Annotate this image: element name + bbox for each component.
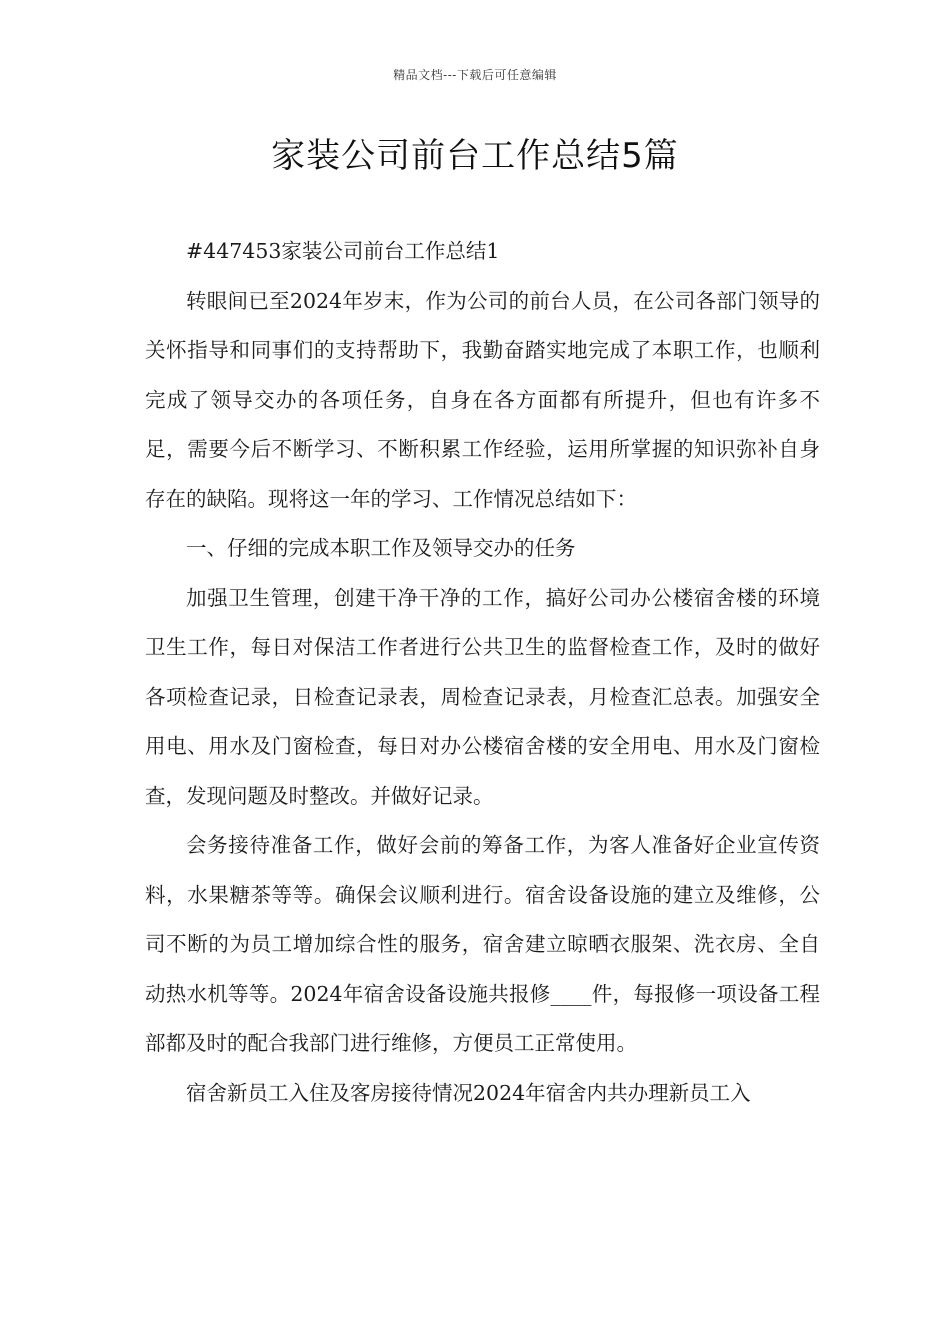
document-body (145, 227, 820, 1118)
header-note: 精品文档---下载后可任意编辑 (393, 68, 557, 82)
paragraph-dormitory: 宿舍新员工入住及客房接待情况2024年宿舍内共办理新员工入 (186, 1080, 751, 1105)
paragraph-reception: 会务接待准备工作，做好会前的筹备工作，为客人准备好企业宣传资料，水果糖茶等等。确保会议顺利进行。宿舍设备设施的建立及维修，公司不断的为员工增加综合性的服务，宿舍建立晾晒衣服架、洗衣房、全自动热水机等等。2024年宿舍设备设施共报修____件，每报修一项设备工程部都及时的配合我部门进行维修，方便员工正常使用。 (145, 833, 820, 1055)
subheading-one: 一、仔细的完成本职工作及领导交办的任务 (186, 536, 576, 560)
section-heading: #447453家装公司前台工作总结1 (186, 239, 500, 263)
paragraph-intro: 转眼间已至2024年岁末，作为公司的前台人员，在公司各部门领导的关怀指导和同事们的支持帮助下，我勤奋踏实地完成了本职工作，也顺利完成了领导交办的各项任务，自身在各方面都有所提升，但也有许多不足，需要今后不断学习、不断积累工作经验，运用所掌握的知识弥补自身存在的缺陷。现将这一年的学习、工作情况总结如下： (145, 288, 820, 511)
document-title: 家装公司前台工作总结5篇 (271, 136, 679, 176)
paragraph-hygiene: 加强卫生管理，创建干净干净的工作，搞好公司办公楼宿舍楼的环境卫生工作，每日对保洁工作者进行公共卫生的监督检查工作，及时的做好各项检查记录，日检查记录表，周检查记录表，月检查汇总表。加强安全用电、用水及门窗检查，每日对办公楼宿舍楼的安全用电、用水及门窗检查，发现问题及时整改。并做好记录。 (145, 585, 820, 808)
